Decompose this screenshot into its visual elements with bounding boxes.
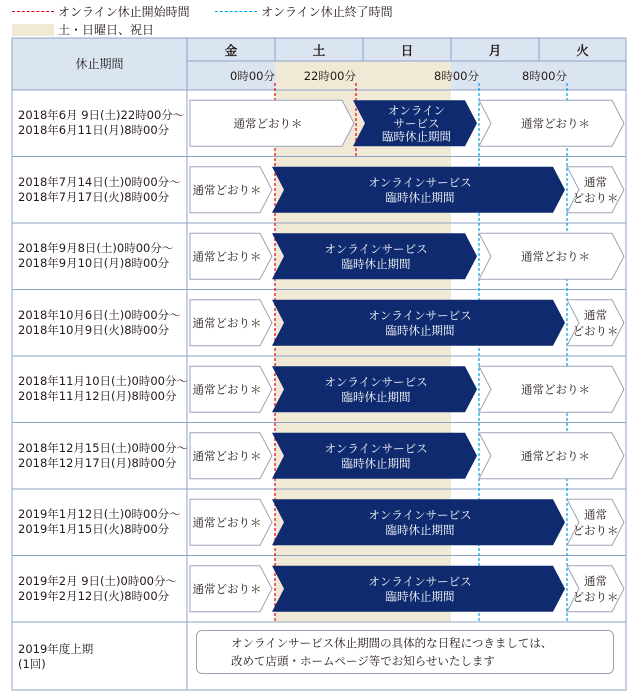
suspension-label: 臨時休止期間 (385, 323, 455, 338)
period-cell (18, 374, 188, 404)
suspension-label: 臨時休止期間 (385, 589, 455, 604)
period-line2: 2018年11月12日(月)8時00分 (18, 389, 177, 404)
notice-box (196, 630, 614, 674)
normal-operation-label: どおり＊ (572, 589, 619, 604)
normal-operation-label: 通常どおり＊ (521, 249, 590, 264)
suspension-label: オンラインサービス (368, 175, 472, 190)
normal-operation-label: 通常どおり＊ (521, 448, 590, 463)
period-cell (18, 507, 181, 537)
period-line2: 2018年6月11日(月)8時00分 (18, 123, 170, 138)
legend-weekend-label: 土・日曜日、祝日 (58, 23, 155, 37)
normal-operation-label: どおり＊ (572, 523, 619, 538)
suspension-label: 臨時休止期間 (382, 129, 451, 144)
period-cell (18, 175, 181, 205)
period-line1: 2018年7月14日(土)0時00分～ (18, 174, 181, 189)
last-row-period (18, 642, 93, 672)
period-line1: 2018年12月15日(土)0時00分～ (18, 440, 188, 455)
suspension-label: オンラインサービス (368, 507, 472, 522)
time-label: 8時00分 (434, 69, 479, 83)
normal-operation-label: 通常どおり＊ (192, 382, 262, 397)
normal-operation-arrow (567, 566, 624, 612)
suspension-label: オンライン (387, 103, 446, 118)
suspension-label: オンラインサービス (368, 574, 472, 589)
period-line2: 2018年10月9日(火)8時00分 (18, 322, 170, 337)
suspension-label: オンラインサービス (324, 441, 428, 456)
suspension-label: 臨時休止期間 (341, 256, 411, 271)
normal-operation-label: どおり＊ (572, 190, 619, 205)
period-line2: 2018年7月17日(火)8時00分 (18, 189, 170, 204)
period-line2: 2019年1月15日(火)8時00分 (18, 522, 170, 537)
day-header: 金 (224, 43, 238, 58)
day-header: 月 (488, 43, 502, 58)
suspension-label: サービス (393, 116, 440, 131)
day-header: 火 (576, 43, 589, 58)
suspension-label: オンラインサービス (324, 241, 428, 256)
suspension-label: 臨時休止期間 (341, 389, 411, 404)
period-cell (18, 308, 181, 338)
normal-operation-label: 通常どおり＊ (521, 116, 590, 131)
period-cell (18, 441, 188, 471)
suspension-label: 臨時休止期間 (341, 456, 411, 471)
time-label: 0時00分 (230, 69, 275, 83)
last-row-line2: (1回) (18, 657, 46, 671)
normal-operation-label: 通常どおり＊ (192, 315, 262, 330)
normal-operation-arrow (567, 167, 624, 213)
period-line1: 2018年11月10日(土)0時00分～ (18, 374, 188, 389)
period-line1: 2019年2月 9日(土)0時00分～ (18, 573, 177, 588)
time-label: 22時00分 (303, 69, 356, 83)
suspension-label: 臨時休止期間 (385, 190, 455, 205)
suspension-label: オンラインサービス (368, 308, 472, 323)
normal-operation-label: どおり＊ (572, 323, 619, 338)
normal-operation-label: 通常 (584, 307, 607, 322)
normal-operation-label: 通常 (584, 174, 607, 189)
normal-operation-label: 通常どおり＊ (192, 515, 262, 530)
normal-operation-label: 通常どおり＊ (192, 182, 262, 197)
period-line1: 2018年9月8日(土)0時00分～ (18, 241, 174, 256)
normal-operation-label: 通常どおり＊ (192, 448, 262, 463)
notice-line-2: 改めて店頭・ホームページ等でお知らせいたします (231, 654, 495, 668)
notice-line-1: オンラインサービス休止期間の具体的な日程につきましては、 (231, 636, 553, 650)
period-line2: 2018年12月17日(月)8時00分 (18, 455, 177, 470)
period-cell (18, 241, 173, 271)
normal-operation-arrow (567, 300, 624, 346)
normal-operation-label: 通常どおり＊ (521, 382, 590, 397)
period-line2: 2019年2月12日(火)8時00分 (18, 588, 170, 603)
normal-operation-label: 通常 (584, 573, 607, 588)
period-column-header: 休止期間 (75, 57, 124, 71)
normal-operation-arrow (567, 499, 624, 545)
period-cell (18, 108, 184, 138)
suspension-label: オンラインサービス (324, 374, 428, 389)
normal-operation-label: 通常どおり＊ (192, 581, 262, 596)
period-line2: 2018年9月10日(月)8時00分 (18, 256, 170, 271)
period-line1: 2018年6月 9日(土)22時00分～ (18, 108, 185, 123)
day-header: 日 (400, 43, 414, 58)
normal-operation-label: 通常どおり＊ (192, 249, 262, 264)
period-line1: 2019年1月12日(土)0時00分～ (18, 507, 181, 522)
normal-operation-label: 通常 (584, 507, 607, 522)
normal-operation-label: 通常どおり＊ (233, 116, 303, 131)
suspension-label: 臨時休止期間 (385, 522, 455, 537)
last-row-line1: 2019年度上期 (18, 642, 94, 656)
period-line1: 2018年10月6日(土)0時00分～ (18, 307, 181, 322)
legend-start-label: オンライン休止開始時間 (58, 5, 190, 19)
legend-end-label: オンライン休止終了時間 (261, 5, 393, 19)
time-label: 8時00分 (522, 69, 567, 83)
period-cell (18, 574, 177, 604)
day-header: 土 (312, 43, 326, 58)
